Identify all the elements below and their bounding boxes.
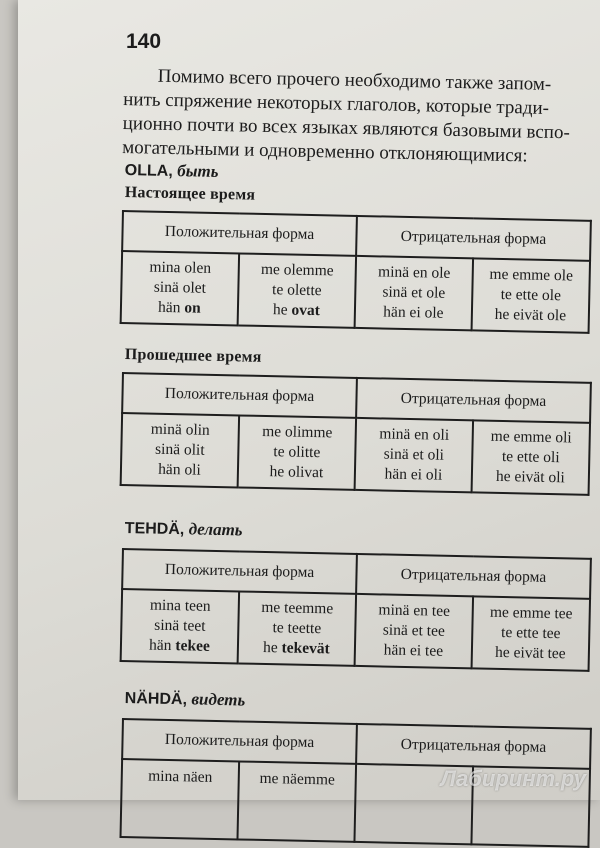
negative-singular-cell: minä en oli sinä et oli hän ei oli (355, 418, 473, 492)
negative-singular-cell: minä en tee sinä et tee hän ei tee (355, 594, 473, 668)
negative-plural-cell: me emme oli te ette oli he eivät oli (472, 420, 590, 494)
negative-form-header: Отрицательная форма (356, 554, 591, 599)
positive-singular-cell: mina olen sinä olet hän on (121, 251, 239, 325)
verb-name: OLLA, (124, 161, 173, 181)
verb-heading-tehda (125, 518, 243, 540)
verb-gloss: быть (177, 161, 219, 181)
verb-name: TEHDÄ, (124, 519, 185, 539)
positive-form-header: Положительная форма (122, 373, 357, 418)
negative-form-header: Отрицательная форма (356, 724, 591, 769)
negative-plural-cell: me emme ole te ette ole he eivät ole (472, 258, 590, 332)
page-number: 140 (126, 30, 162, 53)
positive-singular-cell: mina teen sinä teet hän tekee (121, 589, 239, 663)
positive-plural-cell: me olemme te olette he ovat (238, 253, 356, 327)
intro-line: нить спряжение некоторых глаголов, которые тради- (123, 88, 550, 119)
conjugation-table-olla-past (120, 372, 592, 496)
positive-singular-cell: mina näen (121, 759, 240, 839)
conjugation-table-tehda-present (120, 548, 592, 672)
intro-line: ционно почти во всех языках являются базовыми вспо- (122, 112, 570, 144)
tense-heading-present: Настоящее время (124, 184, 256, 204)
positive-singular-cell: minä olin sinä olit hän oli (121, 413, 239, 487)
positive-plural-cell: me teemme te teette he tekevät (238, 591, 356, 665)
negative-form-header: Отрицательная форма (356, 378, 591, 423)
verb-heading-olla (125, 160, 219, 182)
book-page (18, 0, 600, 800)
verb-gloss: видеть (191, 689, 246, 710)
tense-heading-past: Прошедшее время (124, 346, 262, 366)
intro-line: Помимо всего прочего необходимо также запом- (157, 65, 552, 95)
positive-plural-cell: me olimme te olitte he olivat (238, 415, 356, 489)
positive-form-header: Положительная форма (122, 719, 357, 764)
positive-form-header: Положительная форма (122, 549, 357, 594)
verb-heading-nahda (125, 688, 246, 711)
conjugation-table-olla-present (120, 210, 592, 334)
intro-line: могательными и одновременно отклоняющимися: (122, 136, 528, 167)
verb-name: NÄHDÄ, (124, 689, 188, 709)
positive-form-header: Положительная форма (122, 211, 357, 256)
negative-plural-cell: me emme tee te ette tee he eivät tee (472, 596, 590, 670)
positive-plural-cell: me näemme (237, 761, 356, 841)
intro-paragraph (122, 64, 590, 170)
verb-gloss: делать (188, 519, 243, 540)
negative-singular-cell: minä en ole sinä et ole hän ei ole (355, 256, 473, 330)
labirint-watermark: Лабиринт.ру (440, 766, 586, 791)
negative-form-header: Отрицательная форма (356, 216, 591, 261)
